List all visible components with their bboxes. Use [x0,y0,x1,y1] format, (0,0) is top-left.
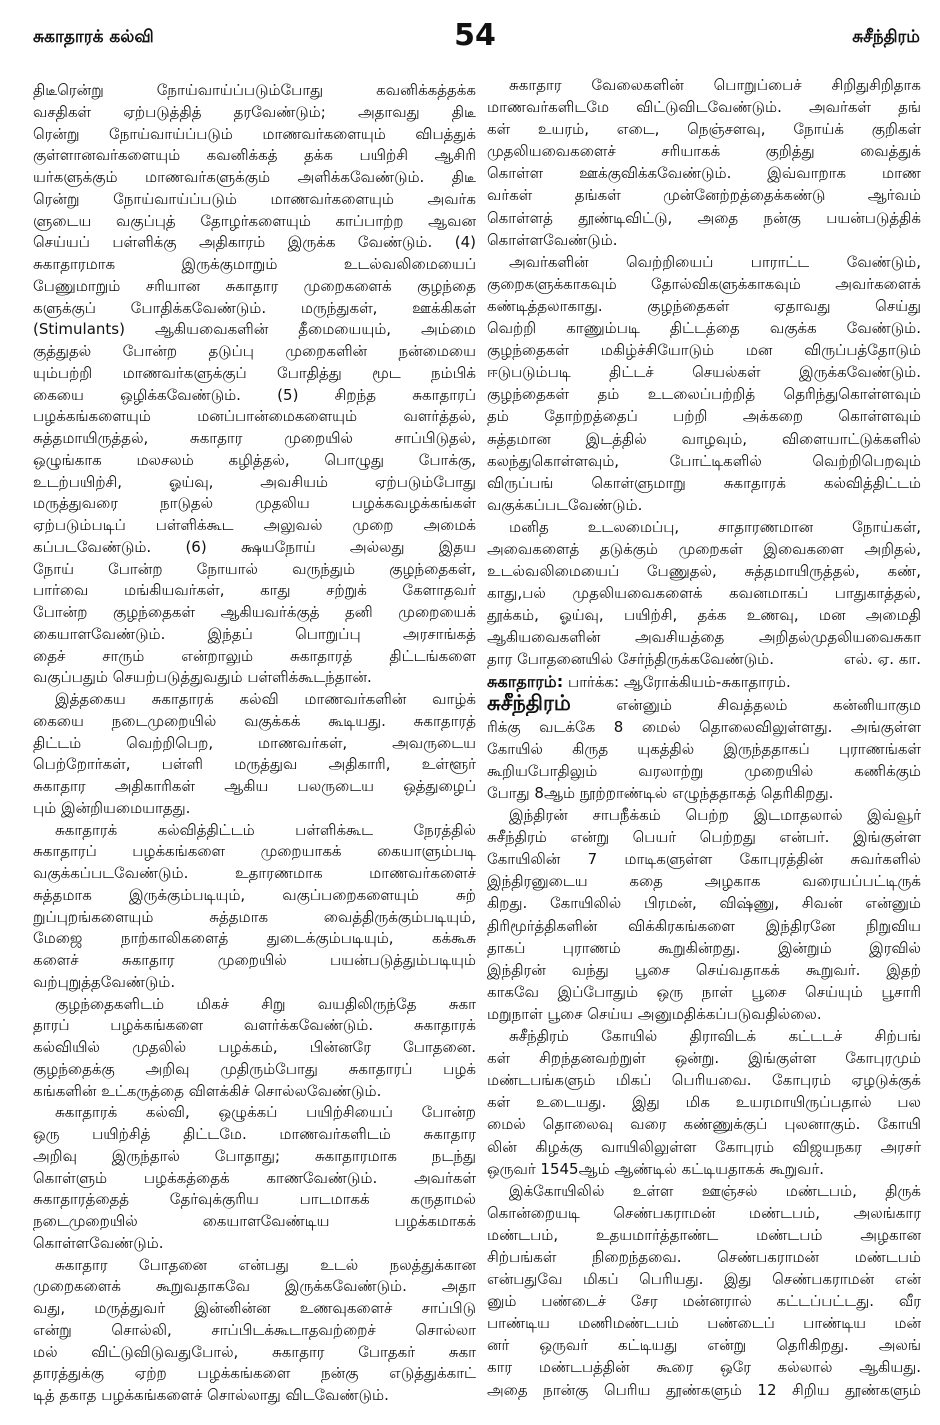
text-line: குழந்தைகளிடம் மிகச் சிறு வயதிலிருந்தே சுகா [55,994,476,1013]
text-line: இந்திரன் வந்து பூசை செய்வதாகக் கூறுவர். இதற் [487,960,921,979]
text-line: அவர்களின் வெற்றியைப் பாராட்ட வேண்டும், [509,252,921,271]
text-line: தைச் சாரும் என்றாலும் சுகாதாரத் திட்டங்களை [33,646,476,665]
text-line: கூறியபோதிலும் வரலாற்று முறையில் கணிக்கும் [487,761,921,780]
text-line: கொள்ளத் தூண்டிவிட்டு, அதை நன்கு பயன்படுத்திக் [487,208,921,227]
text-line: சிற்பங்கள் நிறைந்தவை. செண்பகராமன் மண்டபம் [487,1247,921,1266]
text-line: குறைகளுக்காகவும் தோல்விகளுக்காகவும் அவர்களைக் [487,274,921,293]
paragraph [487,1180,921,1401]
text-line: கையை ஒழிக்கவேண்டும். (5) சிறந்த சுகாதாரப் [33,385,476,404]
text-line: நடைமுறையில் கையாளவேண்டிய பழக்கமாகக் [33,1212,476,1230]
paragraph [487,1025,921,1180]
paragraph [33,820,476,994]
text-line: கொள்ளவேண்டும். [33,1233,164,1252]
text-line: செய்யப் பள்ளிக்கு அதிகாரம் இருக்க வேண்டும். (4) [33,233,476,252]
text-line: மல் விட்டுவிடுவதுபோல், சுகாதார போதகர் சுகா [33,1342,476,1361]
text-line: இத்தகைய சுகாதாரக் கல்வி மாணவர்களின் வாழ்க் [55,690,476,708]
paragraph [487,516,921,671]
text-line: சுகாதார வேலைகளின் பொறுப்பைச் சிறிதுசிறிதாக [509,76,921,94]
text-line: முதலியவைகளைச் சரியாகக் குறித்து வைத்துக் [487,142,921,161]
text-line: வர்கள் தங்கள் முன்னேற்றத்தைக்கண்டு ஆர்வம் [487,186,921,205]
paragraph [487,251,921,516]
text-line: குழந்தைகள் மகிழ்ச்சியோடும் மன விருப்பத்தோடும் [487,341,921,360]
text-line: கப்படவேண்டும். (6) க்ஷயநோய் அல்லது இதய [33,537,476,556]
text-line: கொள்ள ஊக்குவிக்கவேண்டும். இவ்வாறாக மாண [487,164,921,183]
text-line: மைல் தொலைவு வரை கண்ணுக்குப் புலனாகும். கோயி [487,1115,921,1134]
text-line: கையாளவேண்டும். இந்தப் பொறுப்பு அரசாங்கத் [33,624,476,643]
text-line: தாரப் பழக்கங்களை வளர்க்கவேண்டும். சுகாதாரக் [33,1016,476,1035]
text-line: சுகாதார அதிகாரிகள் ஆகிய பலருடைய ஒத்துழைப் [33,777,476,795]
text-line: ஆகியவைகளின் அவசியத்தை அறிதல்முதலியவைசுகா [487,628,921,647]
text-line: கள் உயரம், எடை, நெஞ்சளவு, நோய்க் குறிகள் [487,120,921,139]
paragraph [487,804,921,1025]
text-line: விருப்பங் கொள்ளுமாறு சுகாதாரக் கல்வித்திட்டம் [487,473,921,492]
paragraph [33,689,476,820]
text-line: குழந்தைக்கு அறிவு முதிரும்போது சுகாதாரப் பழக் [33,1059,476,1078]
text-line: மருத்துவரை நாடுதல் முதலிய பழக்கவழக்கங்கள் [33,494,476,513]
entry-headword: சுகாதாரம்: [487,671,564,691]
text-line: மேஜை நாற்காலிகளைத் துடைக்கும்படியும், கக்கூசு [33,929,476,948]
text-line: தாகப் புராணம் கூறுகின்றது. இன்றும் இரவில் [487,938,921,957]
text-line: வெற்றி காணும்படி திட்டத்தை வகுக்க வேண்டும். [487,319,921,338]
text-line: கள் உடையது. இது மிக உயரமாயிருப்பதால் பல [487,1093,921,1112]
paragraph [33,994,476,1103]
text-line: னர் ஒருவர் கட்டியது என்று தெரிகிறது. அலங் [487,1336,921,1355]
text-line: சுகாதாரத்தைத் தேர்வுக்குரிய பாடமாகக் கருதாமல் [33,1190,476,1209]
text-line: காது,பல் முதலியவைகளைக் கவனமாகப் பாதுகாத்தல், [487,584,921,603]
text-line: இக்கோயிலில் உள்ள ஊஞ்சல் மண்டபம், திருக் [509,1181,921,1200]
line-text: தார போதனையில் சேர்ந்திருக்கவேண்டும். [487,650,775,669]
text-line: மனித உடலமைப்பு, சாதாரணமான நோய்கள், [509,517,921,536]
text-line: கல்வியில் முதலில் பழக்கம், பின்னரே போதனை. [33,1038,476,1056]
text-line: வகுக்கப்படவேண்டும். [487,495,643,514]
author-initials: எல். ஏ. கா. [843,650,921,669]
text-line: திரிமூர்த்திகளின் விக்கிரகங்களை இந்திரனே நிறுவிய [487,916,921,935]
text-line: டித் தகாத பழக்கங்களைச் சொல்லாது விடவேண்டும். [33,1386,389,1404]
text-line: கலந்துகொள்ளவும், போட்டிகளில் வெற்றிபெறவும் [487,451,921,470]
text-line: ஈடுபடும்படி திட்டச் செயல்கள் இருக்கவேண்டும். [487,363,921,382]
entry-headword: சுசீந்திரம் [487,692,571,715]
text-line: ஒருவர் 1545ஆம் ஆண்டில் கட்டியதாகக் கூறுவர். [487,1159,825,1178]
text-line: தாரத்துக்கு ஏற்ற பழக்கங்களை நன்கு எடுத்துக்காட் [33,1364,476,1383]
page-number: 54 [454,18,496,53]
text-line: குள்ளானவர்களையும் கவனிக்கத் தக்க பயிற்சி ஆசிரி [33,146,476,165]
text-line: பாண்டிய மணிமண்டபம் பண்டைப் பாண்டிய மன் [487,1314,921,1333]
text-line: பேணுமாறும் சரியான சுகாதார முறைகளைக் குழந்தை [33,276,476,295]
text-line: யர்களுக்கும் மாணவர்களுக்கும் அளிக்கவேண்டும். திடீ [33,168,476,186]
paragraph [33,1102,476,1254]
text-line: பழக்கங்களையும் மனப்பான்மைகளையும் வளர்த்தல், [33,407,476,426]
text-line: போது 8ஆம் நூற்றாண்டில் எழுந்ததாகத் தெரிகிறது. [487,784,834,802]
running-head-left: சுகாதாரக் கல்வி [33,27,154,47]
text-line: ஒரு பயிற்சித் திட்டமே. மாணவர்களிடம் சுகாதார [33,1125,476,1143]
text-line: சுகாதாரமாக இருக்குமாறும் உடல்வலிமையைப் [33,255,476,273]
text-line: சுத்தமாக இருக்கும்படியும், வகுப்பறைகளையும் சுற் [33,885,476,904]
text-line: சுசீந்திரம் கோயில் திராவிடக் கட்டடச் சிற்பங் [509,1027,921,1046]
text-line: குத்துதல் போன்ற தடுப்பு முறைகளின் நன்மையை [33,342,476,360]
text-line: லின் கிழக்கு வாயிலிலுள்ள கோபுரம் விஜயநகர அரசர் [487,1137,921,1156]
text-line: வகுப்பதும் செயற்படுத்துவதும் பள்ளிக்கூடந்தான். [33,668,372,687]
text-line: தம் தோற்றத்தைப் பற்றி அக்கறை கொள்ளவும் [487,407,921,426]
text-line: கண்டித்தலாகாது. குழந்தைகள் ஏதாவது செய்து [487,296,921,315]
text-line: இந்திரன் சாபநீக்கம் பெற்ற இடமாதலால் இவ்வூர் [509,806,921,825]
text-line: மண்டபம், உதயமார்த்தாண்ட மண்டபம் அழகான [487,1225,921,1244]
text-line: திடீரென்று நோய்வாய்ப்படும்போது கவனிக்கத்தக்க [33,81,476,99]
text-line: கங்களின் உட்கருத்தை விளக்கிச் சொல்லவேண்டும். [33,1081,382,1100]
line-text: என்னும் சிவத்தலம் கன்னியாகும [616,695,921,714]
text-line: என்பதுவே மிகப் பெரியது. இது செண்பகராமன் என் [487,1270,921,1289]
text-line: றுப்புறங்களையும் சுத்தமாக வைத்திருக்கும்படியும், [33,907,476,926]
text-line: உடல்வலிமையைப் பேணுதல், சுத்தமாயிருத்தல், கண், [487,562,921,581]
text-line: கள் சிறந்தனவற்றுள் ஒன்று. இங்குள்ள கோபுரமும் [487,1049,921,1068]
text-line [487,693,921,716]
text-line: குழந்தைகள் தம் உடலைப்பற்றித் தெரிந்துகொள்ளவும் [487,385,921,404]
text-line: என்று சொல்லி, சாப்பிடக்கூடாதவற்றைச் சொல்லா [33,1320,476,1339]
text-line: கொன்றையடி செண்பகராமன் மண்டபம், அலங்கார [487,1203,921,1222]
text-line: சுத்தமான இடத்தில் வாழவும், விளையாட்டுக்களில் [487,429,921,448]
text-line: யும்பற்றி மாணவர்களுக்குப் போதித்து மூட நம்பிக் [33,363,476,382]
left-column [33,80,476,1420]
text-line: சுகாதாரக் கல்வி, ஒழுக்கப் பயிற்சியைப் போன்ற [55,1103,476,1122]
text-line: கொள்ளவேண்டும். [487,230,618,249]
text-line: அறிவு இருந்தால் போதாது; சுகாதாரமாக நடந்து [33,1146,476,1165]
text-line: இந்திரனுடைய கதை அழகாக வரையப்பட்டிருக் [487,872,921,891]
text-line: உடற்பயிற்சி, ஓய்வு, அவசியம் ஏற்படும்போது [33,472,476,491]
text-line: மறுநாள் பூசை செய்ய அனுமதிக்கப்படுவதில்லை. [487,1004,822,1023]
text-line: காகவே இப்போதும் ஒரு நாள் பூசை செய்யும் பூசாரி [487,982,921,1001]
text-line: அவைகளைத் தடுக்கும் முறைகள் இவைகளை அறிதல், [487,539,921,558]
text-line: தூக்கம், ஓய்வு, பயிற்சி, தக்க உணவு, மன அமைதி [487,606,921,625]
text-line: கோயில் கிருத யுகத்தில் இருந்ததாகப் புராணங்கள் [487,739,921,758]
text-line: களைச் சுகாதார முறையில் பயன்படுத்தும்படியும் [33,951,476,969]
text-line: அதை நான்கு பெரிய தூண்களும் 12 சிறிய தூண்களும் [487,1380,921,1399]
text-line: (Stimulants) ஆகியவைகளின் தீமையையும், அம்மை [33,320,476,339]
text-line: வகுக்கப்படவேண்டும். உதாரணமாக மாணவர்களைச் [33,864,476,882]
text-line: வற்புறுத்தவேண்டும். [33,972,176,991]
text-line: போன்ற குழந்தைகள் ஆகியவர்க்குத் தனி முறையைக் [33,603,476,621]
text-line: சுத்தமாயிருத்தல், சுகாதார முறையில் சாப்பிடுதல், [33,429,476,447]
text-line: கார மண்டபத்தின் கூரை ஒரே கல்லால் ஆகியது. [487,1358,921,1377]
text-line: களுக்குப் போதிக்கவேண்டும். மருந்துகள், ஊக்கிகள் [33,298,476,317]
text-line: மாணவர்களிடமே விட்டுவிடவேண்டும். அவர்கள் தங் [487,98,921,117]
paragraph [487,74,921,251]
text-line: மண்டபங்களும் மிகப் பெரியவை. கோபுரம் ஏழடுக்குக் [487,1071,921,1090]
text-line: கிறது. கோயிலில் பிரமன், விஷ்ணு, சிவன் என்னும் [487,894,921,913]
line-text: பார்க்க: ஆரோக்கியம்-சுகாதாரம். [568,672,791,691]
text-line: னும் பண்டைச் சேர மன்னரால் கட்டப்பட்டது. வீர [487,1292,921,1311]
text-line: பார்வை மங்கியவர்கள், காது சற்றுக் கேளாதவர் [33,581,476,600]
text-line: ரிக்கு வடக்கே 8 மைல் தொலைவிலுள்ளது. அங்குள்ள [487,717,921,736]
text-line: திட்டம் வெற்றிபெற, மாணவர்கள், அவருடைய [33,733,476,752]
text-line: சுசீந்திரம் என்று பெயர் பெற்றது என்பர். இங்குள்ள [487,828,921,847]
text-line: கோயிலின் 7 மாடிகளுள்ள கோபுரத்தின் சுவர்களில் [487,850,921,869]
text-line [487,648,921,670]
paragraph [33,80,476,689]
text-line: கையை நடைமுறையில் வகுக்கக் கூடியது. சுகாதாரத் [33,711,476,730]
text-line: பும் இன்றியமையாதது. [33,798,191,817]
text-line: சுகாதாரக் கல்வித்திட்டம் பள்ளிக்கூட நேரத்தில் [55,820,476,839]
text-line: நோய் போன்ற நோயால் வருந்தும் குழந்தைகள், [33,559,476,578]
paragraph [33,1255,476,1407]
text-line: சுகாதார போதனை என்பது உடல் நலத்துக்கான [55,1255,476,1274]
running-head-right: சுசீந்திரம் [852,27,920,47]
text-line: ஏற்படும்படிப் பள்ளிக்கூட அலுவல் முறை அமைக் [33,516,476,534]
text-line: கொள்ளும் பழக்கத்தைக் காணவேண்டும். அவர்கள் [33,1168,476,1187]
text-line: முறைகளைக் கூறுவதாகவே இருக்கவேண்டும். அதா [33,1277,476,1296]
text-line: ஒழுங்காக மலசலம் கழித்தல், பொழுது போக்கு, [33,450,476,469]
dictionary-entry [487,693,921,804]
text-line: சுகாதாரப் பழக்கங்களை முறையாகக் கையாளும்படி [33,842,476,861]
right-column [487,74,921,1420]
text-line: பெற்றோர்கள், பள்ளி மருத்துவ அதிகாரி, உள்ளூர் [33,755,476,774]
dictionary-entry [487,671,921,693]
text-line: வது, மருத்துவர் இன்னின்ன உணவுகளைச் சாப்பிடு [33,1299,476,1317]
text-line: ரென்று நோய்வாய்ப்படும் மாணவர்களையும் அவர்க [33,189,476,208]
text-line [487,671,921,693]
text-line: ளுடைய வகுப்புத் தோழர்களையும் காப்பாற்ற ஆவன [33,211,476,230]
text-line: வசதிகள் ஏற்படுத்தித் தரவேண்டும்; அதாவது திடீ [33,102,476,121]
text-line: ரென்று நோய்வாய்ப்படும் மாணவர்களையும் விபத்துக் [33,124,476,143]
